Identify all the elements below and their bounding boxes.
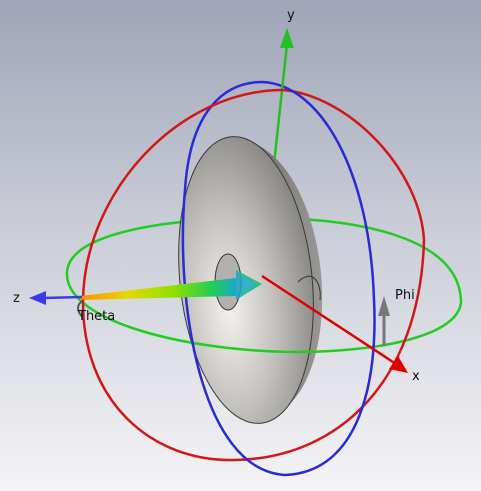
phi-label: Phi [395,288,415,303]
z-axis-line [44,297,82,298]
x-axis-label: x [412,369,420,384]
y-axis-label: y [287,8,295,23]
theta-label: Theta [78,309,116,324]
z-axis-label: z [13,291,20,306]
